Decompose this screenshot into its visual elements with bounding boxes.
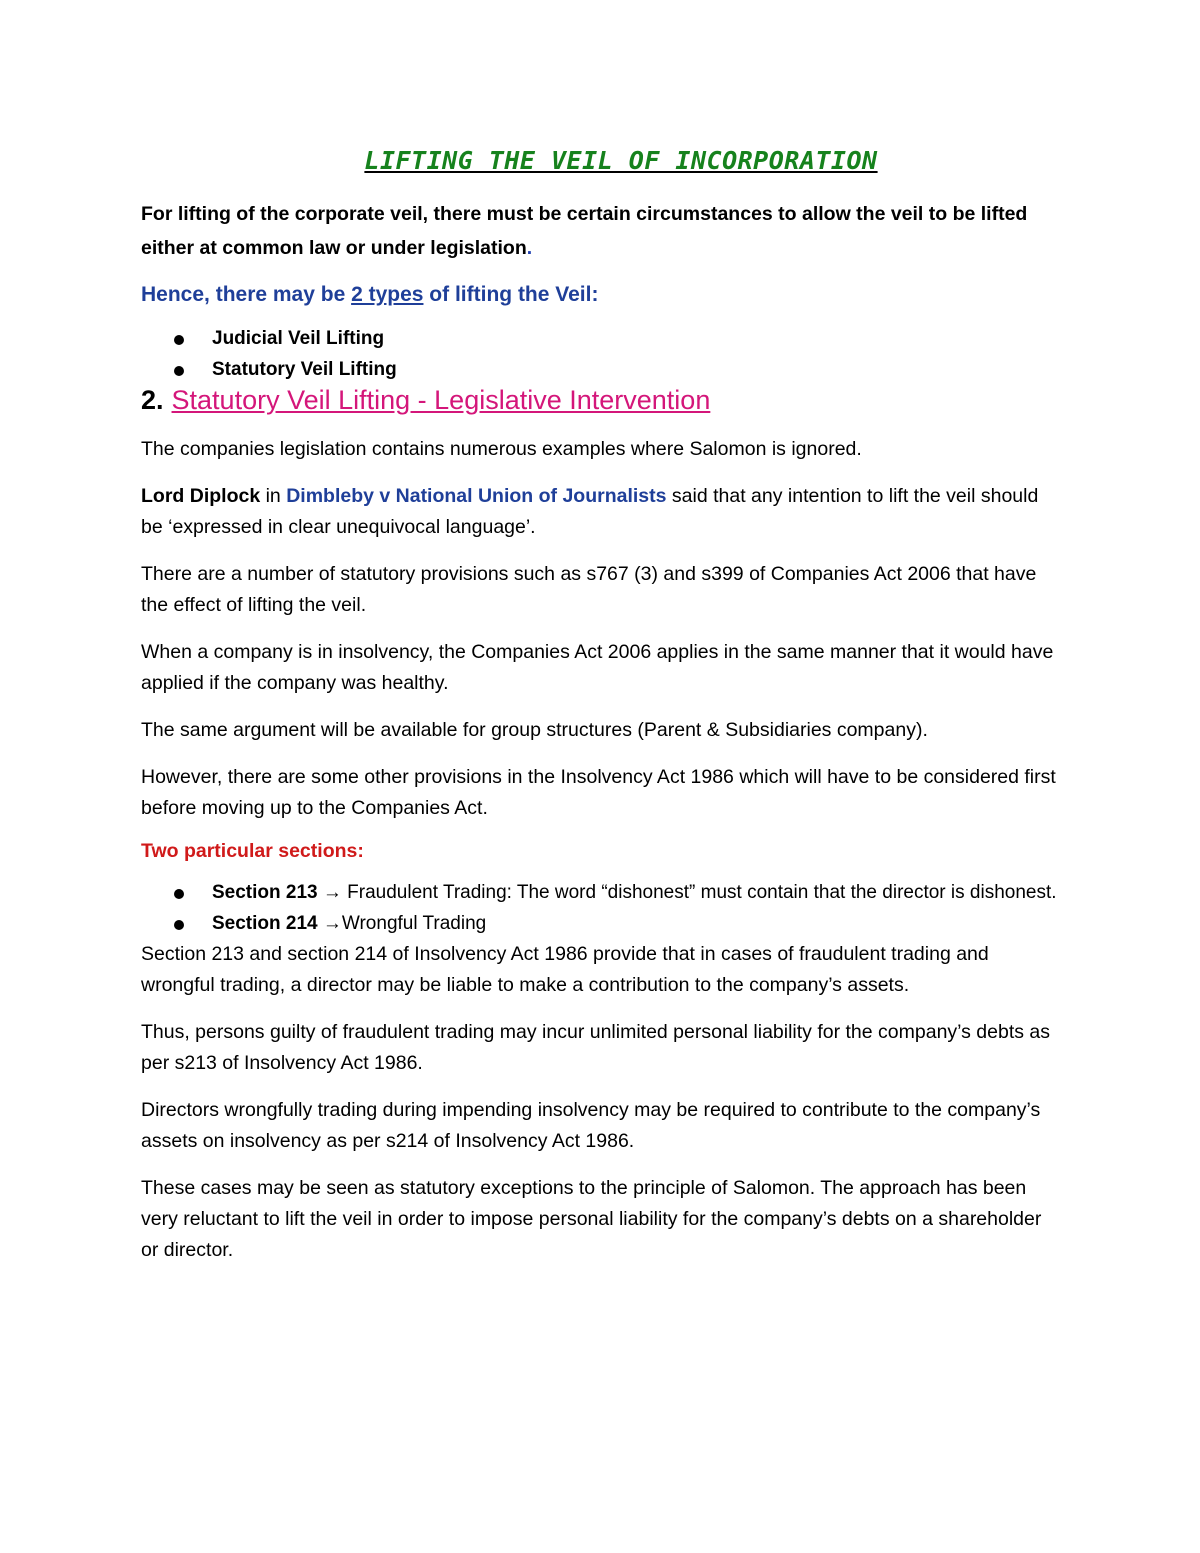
paragraph-rest: said that any intention to lift the veil should be ‘expressed in clear unequivocal language’.: [141, 485, 1039, 538]
list-item-label: Judicial Veil Lifting: [212, 328, 385, 349]
paragraph-statutory-provisions: There are a number of statutory provisions such as s767 (3) and s399 of Companies Act 2006 that have the effect of lifting the veil.: [141, 563, 1037, 616]
connector-text: in: [260, 485, 287, 507]
bullet-icon: [174, 920, 184, 930]
section-heading-text: Statutory Veil Lifting - Legislative Intervention: [171, 385, 711, 415]
list-item: [141, 323, 1061, 354]
section-label: Section 213 →: [212, 882, 342, 903]
section-heading: [141, 385, 1061, 416]
paragraph-fraudulent-trading: Thus, persons guilty of fraudulent trading may incur unlimited personal liability for the company’s debts as per s213 of Insolvency Act 1986.: [141, 1021, 1051, 1074]
list-item: [141, 877, 1061, 908]
intro-period: .: [526, 237, 533, 259]
list-item: [141, 908, 1061, 939]
sections-list: [141, 877, 1061, 939]
sections-heading: Two particular sections:: [141, 840, 364, 862]
bullet-icon: [174, 366, 184, 376]
paragraph-salomon-ignored: The companies legislation contains numerous examples where Salomon is ignored.: [141, 438, 862, 460]
paragraph-insolvency: When a company is in insolvency, the Companies Act 2006 applies in the same manner that it would have applied if the company was healthy.: [141, 641, 1054, 694]
case-name: Dimbleby v National Union of Journalists: [286, 485, 667, 507]
document-title: [141, 146, 1061, 175]
bullet-icon: [174, 335, 184, 345]
judge-name: Lord Diplock: [141, 485, 261, 507]
list-item-label: Statutory Veil Lifting: [212, 359, 397, 380]
section-text: Fraudulent Trading: The word “dishonest” must contain that the director is dishonest.: [341, 882, 1057, 903]
veil-types-list: [141, 323, 1061, 385]
paragraph-wrongful-trading: Directors wrongfully trading during impending insolvency may be required to contribute to the company’s assets on insolvency as per s214 of Insolvency Act 1986.: [141, 1099, 1041, 1152]
list-item: [141, 354, 1061, 385]
bullet-icon: [174, 889, 184, 899]
paragraph-lord-diplock: [141, 481, 1061, 543]
types-heading-underlined: 2 types: [351, 283, 424, 306]
paragraph-insolvency-act: However, there are some other provisions in the Insolvency Act 1986 which will have to be considered first before moving up to the Companies Act.: [141, 766, 1056, 819]
paragraph-statutory-exceptions: These cases may be seen as statutory exceptions to the principle of Salomon. The approach has been very reluctant to lift the veil in order to impose personal liability for the company’s debts on a shareholder or director.: [141, 1177, 1042, 1261]
section-number: 2.: [141, 385, 164, 415]
intro-paragraph: [141, 197, 1061, 265]
document-body: [141, 146, 1061, 1282]
section-text: Wrongful Trading: [341, 913, 487, 934]
section-label: Section 214 →: [212, 913, 342, 934]
types-heading: [141, 283, 1061, 307]
types-heading-before: Hence, there may be: [141, 283, 352, 306]
title-text: LIFTING THE VEIL OF INCORPORATION: [364, 146, 878, 175]
paragraph-group-structures: The same argument will be available for group structures (Parent & Subsidiaries company).: [141, 719, 928, 741]
paragraph-sections-213-214: Section 213 and section 214 of Insolvency Act 1986 provide that in cases of fraudulent trading and wrongful trading, a director may be liable to make a contribution to the company’s assets.: [141, 943, 989, 996]
intro-text: For lifting of the corporate veil, there must be certain circumstances to allow the veil to be lifted either at common law or under legislation: [141, 203, 1028, 259]
types-heading-after: of lifting the Veil:: [423, 283, 599, 306]
